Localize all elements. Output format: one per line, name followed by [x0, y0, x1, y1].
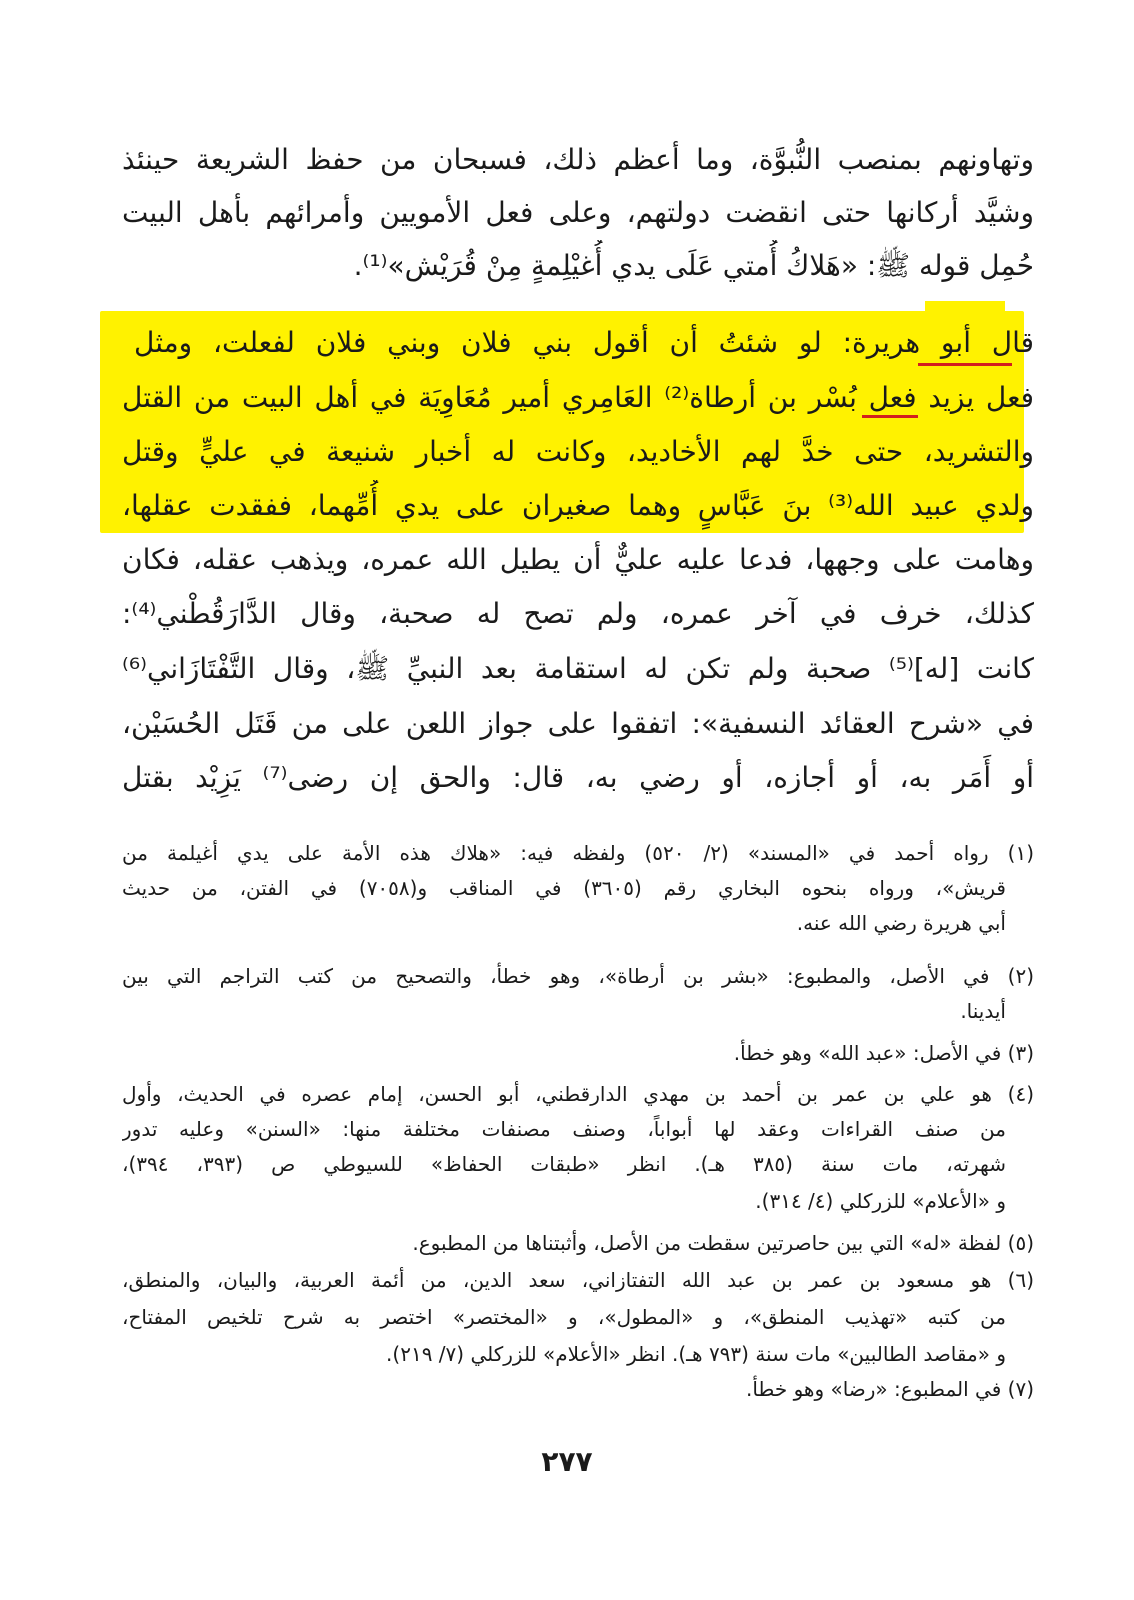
- footnote-7: (٧) في المطبوع: «رضا» وهو خطأ.: [745, 1377, 1034, 1401]
- main-text-line: أو أَمَر به، أو أجازه، أو رضي به، قال: والحق إن رضى⁽⁷⁾ يَزِيْد بقتل: [122, 761, 1034, 794]
- main-text-line: وتهاونهم بمنصب النُّبوَّة، وما أعظم ذلك، فسبحان من حفظ الشريعة حينئذ: [122, 143, 1034, 176]
- main-text-line: والتشريد، حتى خدَّ لهم الأخاديد، وكانت له أخبار شنيعة في عليٍّ وقتل: [122, 435, 1034, 468]
- footnote-1-line-3: أبي هريرة رضي الله عنه.: [796, 911, 1006, 935]
- footnote-2-line-2: أيدينا.: [960, 999, 1006, 1023]
- main-text-line: ولدي عبيد الله⁽³⁾ بنَ عَبَّاسٍ وهما صغيران على يدي أُمِّهما، ففقدت عقلها،: [122, 489, 1034, 522]
- main-text-line: وهامت على وجهها، فدعا عليه عليٌّ أن يطيل الله عمره، ويذهب عقله، فكان: [122, 543, 1034, 576]
- footnote-3: (٣) في الأصل: «عبد الله» وهو خطأ.: [733, 1041, 1034, 1065]
- main-text-line: وشيَّد أركانها حتى انقضت دولتهم، وعلى فعل الأمويين وأمرائهم بأهل البيت: [122, 196, 1034, 229]
- main-text-line: فعل يزيد فعل بُسْر بن أرطاة⁽²⁾ العَامِري أمير مُعَاوِيَة في أهل البيت من القتل: [122, 381, 1034, 414]
- main-text-line: كذلك، خرف في آخر عمره، ولم تصح له صحبة، وقال الدَّارَقُطْني⁽⁴⁾:: [122, 597, 1034, 630]
- footnote-4-line-2: من صنف القراءات وعقد لها أبواباً، وصنف مصنفات مختلفة منها: «السنن» وعليه تدور: [122, 1117, 1006, 1141]
- footnote-6-line-2: من كتبه «تهذيب المنطق»، و «المطول»، و «المختصر» اختصر به شرح تلخيص المفتاح،: [122, 1305, 1006, 1329]
- main-text-line: كانت [له]⁽⁵⁾ صحبة ولم تكن له استقامة بعد النبيِّ ﷺ، وقال التَّفْتَازَاني⁽⁶⁾: [122, 652, 1034, 685]
- footnote-4-line-1: (٤) هو علي بن عمر بن أحمد بن مهدي الدارقطني، أبو الحسن، إمام عصره في الحديث، وأول: [122, 1082, 1034, 1106]
- footnote-5: (٥) لفظة «له» التي بين حاصرتين سقطت من الأصل، وأثبتناها من المطبوع.: [412, 1231, 1034, 1255]
- footnote-2-line-1: (٢) في الأصل، والمطبوع: «بشر بن أرطاة»، وهو خطأ، والتصحيح من كتب التراجم التي بين: [122, 964, 1034, 988]
- main-text-line: قال أبو هريرة: لو شئتُ أن أقول بني فلان وبني فلان لفعلت، ومثل: [134, 326, 1034, 359]
- main-text-line: في «شرح العقائد النسفية»: اتفقوا على جواز اللعن على من قَتَل الحُسَيْن،: [122, 707, 1034, 740]
- footnote-1-line-2: قريش»، ورواه بنحوه البخاري رقم (٣٦٠٥) في المناقب و(٧٠٥٨) في الفتن، من حديث: [122, 876, 1006, 900]
- footnote-1-line-1: (١) رواه أحمد في «المسند» (٢/ ٥٢٠) ولفظه فيه: «هلاك هذه الأمة على يدي أغيلمة من: [122, 841, 1034, 865]
- footnote-6-line-1: (٦) هو مسعود بن عمر بن عبد الله التفتازاني، سعد الدين، من أئمة العربية، والبيان، والمنطق،: [122, 1268, 1034, 1292]
- page-number: ٢٧٧: [541, 1445, 593, 1478]
- footnote-4-line-4: و «الأعلام» للزركلي (٤/ ٣١٤).: [755, 1189, 1006, 1213]
- footnote-6-line-3: و «مقاصد الطالبين» مات سنة (٧٩٣ هـ). انظر «الأعلام» للزركلي (٧/ ٢١٩).: [386, 1342, 1006, 1366]
- main-text-line: حُمِل قوله ﷺ: «هَلاكُ أُمتي عَلَى يدي أُغيْلِمةٍ مِنْ قُرَيْش»⁽¹⁾.: [353, 249, 1034, 282]
- footnote-4-line-3: شهرته، مات سنة (٣٨٥ هـ). انظر «طبقات الحفاظ» للسيوطي ص (٣٩٣، ٣٩٤)،: [122, 1152, 1006, 1176]
